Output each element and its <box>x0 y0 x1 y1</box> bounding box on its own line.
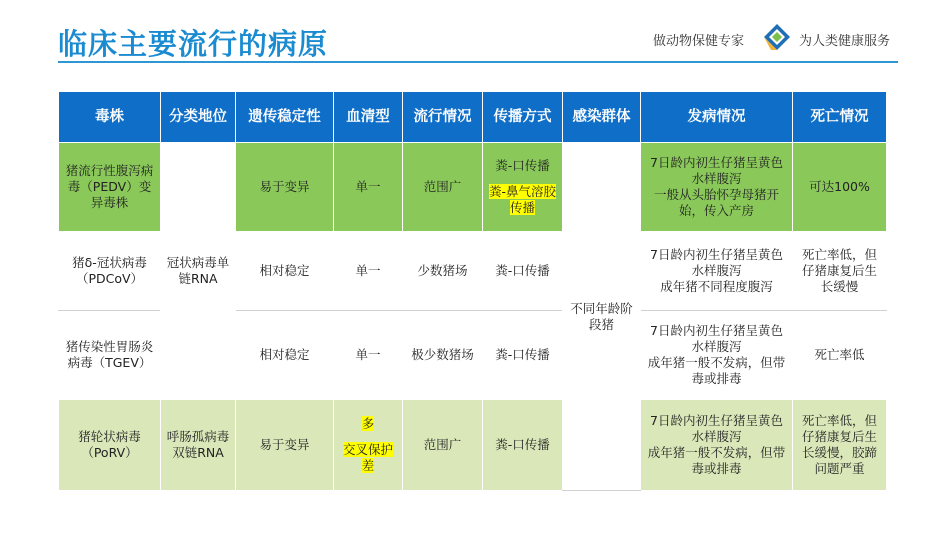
slogan-left: 做动物保健专家 <box>653 34 745 49</box>
onset-line: 7日龄内初生仔猪呈黄色水样腹泻 <box>650 323 783 354</box>
cell-serotype: 单一 <box>334 232 403 311</box>
cell-onset <box>641 232 793 311</box>
onset-line: 成年猪一般不发病，但带毒或排毒 <box>647 355 786 386</box>
table-row <box>59 143 887 232</box>
cell-serotype <box>334 400 403 491</box>
cell-transmission: 粪-口传播 <box>483 311 563 400</box>
cell-infected-group-merged: 不同年龄阶段猪 <box>563 143 641 491</box>
cell-prevalence: 极少数猪场 <box>403 311 483 400</box>
cell-transmission: 粪-口传播 <box>483 400 563 491</box>
cell-onset <box>641 400 793 491</box>
col-header-prevalence: 流行情况 <box>403 92 483 143</box>
col-header-infected-group: 感染群体 <box>563 92 641 143</box>
transmission-highlight: 粪-鼻气溶胶传播 <box>488 184 556 215</box>
cell-transmission: 粪-口传播 <box>483 232 563 311</box>
table-row <box>59 400 887 491</box>
page-title: 临床主要流行的病原 <box>58 27 329 61</box>
cell-stability: 易于变异 <box>236 143 334 232</box>
col-header-onset: 发病情况 <box>641 92 793 143</box>
onset-line: 7日龄内初生仔猪呈黄色水样腹泻 <box>650 155 783 186</box>
cell-prevalence: 少数猪场 <box>403 232 483 311</box>
cell-prevalence: 范围广 <box>403 400 483 491</box>
onset-line: 成年猪一般不发病，但带毒或排毒 <box>647 445 786 476</box>
transmission-line: 粪-口传播 <box>495 158 550 173</box>
pathogen-table <box>58 91 887 491</box>
onset-line: 成年猪不同程度腹泻 <box>660 279 773 294</box>
cell-stability: 相对稳定 <box>236 311 334 400</box>
cell-serotype: 单一 <box>334 143 403 232</box>
cell-stability: 易于变异 <box>236 400 334 491</box>
col-header-transmission: 传播方式 <box>483 92 563 143</box>
cell-death: 死亡率低，但仔猪康复后生长缓慢，胶蹄问题严重 <box>793 400 887 491</box>
diamond-logo-icon <box>763 23 791 51</box>
cell-transmission <box>483 143 563 232</box>
cell-stability: 相对稳定 <box>236 232 334 311</box>
col-header-death: 死亡情况 <box>793 92 887 143</box>
cell-strain: 猪流行性腹泻病毒（PEDV）变异毒株 <box>59 143 161 232</box>
serotype-highlight: 交叉保护差 <box>342 442 393 473</box>
onset-line: 7日龄内初生仔猪呈黄色水样腹泻 <box>650 247 783 278</box>
col-header-serotype: 血清型 <box>334 92 403 143</box>
cell-onset <box>641 311 793 400</box>
cell-strain: 猪δ-冠状病毒（PDCoV） <box>59 232 161 311</box>
slogan-right: 为人类健康服务 <box>799 34 891 49</box>
cell-strain: 猪传染性胃肠炎病毒（TGEV） <box>59 311 161 400</box>
col-header-strain: 毒株 <box>59 92 161 143</box>
col-header-stability: 遗传稳定性 <box>236 92 334 143</box>
cell-classification: 呼肠孤病毒双链RNA <box>161 400 236 491</box>
cell-onset <box>641 143 793 232</box>
cell-death: 可达100% <box>793 143 887 232</box>
onset-line: 一般从头胎怀孕母猪开始，传入产房 <box>653 187 779 218</box>
serotype-highlight: 多 <box>361 416 375 431</box>
cell-death: 死亡率低，但仔猪康复后生长缓慢 <box>793 232 887 311</box>
onset-line: 7日龄内初生仔猪呈黄色水样腹泻 <box>650 413 783 444</box>
cell-serotype: 单一 <box>334 311 403 400</box>
col-header-classification: 分类地位 <box>161 92 236 143</box>
cell-strain: 猪轮状病毒（PoRV） <box>59 400 161 491</box>
header-divider <box>58 61 898 63</box>
cell-classification-merged: 冠状病毒单链RNA <box>161 143 236 400</box>
cell-death: 死亡率低 <box>793 311 887 400</box>
table-header-row <box>59 92 887 143</box>
cell-prevalence: 范围广 <box>403 143 483 232</box>
